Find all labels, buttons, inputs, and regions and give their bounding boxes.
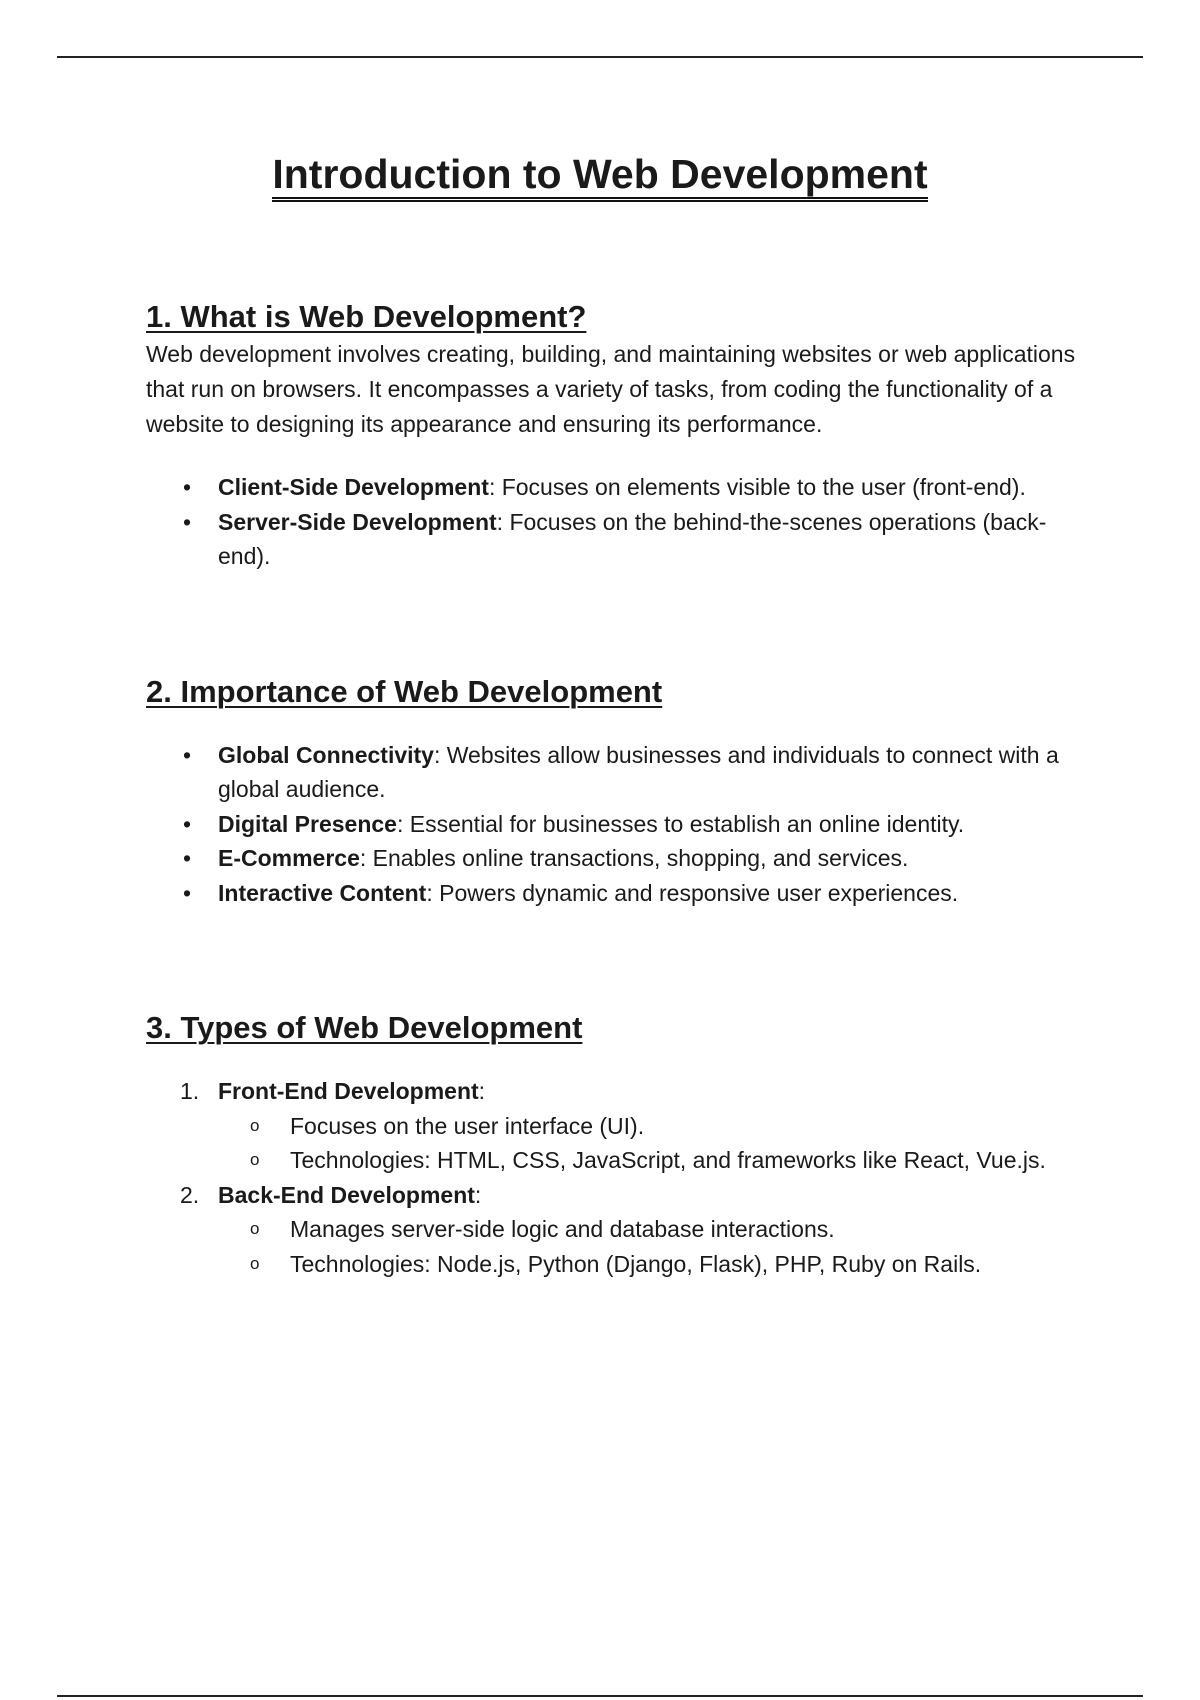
section-heading-types: 3. Types of Web Development [146,1010,583,1045]
section-bullet-list-importance [146,738,1086,911]
bullet-icon: • [183,810,192,837]
list-item-text: : Enables online transactions, shopping, and services. [359,845,909,871]
page-title-text: Introduction to Web Development [272,151,927,202]
section-bullet-list-what-is [146,470,1086,574]
bullet-icon: • [183,879,192,906]
sub-list-item [218,1212,1086,1247]
bullet-icon: • [183,741,192,768]
list-number: 1. [180,1078,200,1104]
list-item-term: Interactive Content [218,879,427,906]
list-item-text: : [474,1181,482,1208]
list-item [146,841,1086,876]
list-item-term: Back-End Development [218,1181,475,1208]
list-item-term: Front-End Development [218,1078,479,1104]
circle-bullet-icon: o [250,1253,260,1273]
bullet-icon: • [183,508,192,535]
top-rule [57,56,1143,58]
numbered-list-item [146,1178,1086,1282]
list-item-term: Global Connectivity [218,741,434,768]
list-item-text: : Focuses on the behind-the-scenes operations (back-end). [218,508,1047,569]
bullet-icon: • [183,474,192,500]
list-item [146,876,1086,911]
list-item-text: : Websites allow businesses and individuals to connect with a global audience. [218,741,1059,802]
sub-list-item [218,1247,1086,1282]
numbered-list-item [146,1074,1086,1178]
section-paragraph-what-is: Web development involves creating, building, and maintaining websites or web applications that run on browsers. It encompasses a variety of tasks, from coding the functionality of a website to designing its appearance and ensuring its performance. [146,341,1076,437]
list-item-text: : Focuses on elements visible to the user (front-end). [488,474,1026,500]
list-item-text: : [478,1078,486,1104]
sub-list [218,1212,1086,1281]
circle-bullet-icon: o [250,1219,260,1238]
list-number: 2. [180,1181,200,1208]
sub-list [218,1109,1086,1178]
section-numbered-list-types [146,1074,1086,1281]
sub-list-item-text: Technologies: HTML, CSS, JavaScript, and frameworks like React, Vue.js. [290,1147,1046,1173]
sub-list-item-text: Manages server-side logic and database interactions. [290,1216,835,1242]
list-item-term: Server-Side Development [218,508,497,535]
list-item [146,505,1086,574]
section-heading-importance: 2. Importance of Web Development [146,673,663,709]
circle-bullet-icon: o [250,1115,260,1135]
list-item-term: E-Commerce [218,845,360,871]
list-item [146,807,1086,842]
list-item-text: : Powers dynamic and responsive user experiences. [426,879,959,906]
bullet-icon: • [183,845,192,871]
list-item [146,470,1086,505]
circle-bullet-icon: o [250,1150,260,1169]
page-title [0,148,1200,202]
section-heading-what-is: 1. What is Web Development? [146,299,587,334]
list-item [146,738,1086,807]
document-body [146,297,1086,1281]
sub-list-item-text: Focuses on the user interface (UI). [290,1112,645,1139]
bottom-rule [57,1695,1143,1697]
list-item-text: : Essential for businesses to establish an online identity. [396,810,965,837]
sub-list-item-text: Technologies: Node.js, Python (Django, Flask), PHP, Ruby on Rails. [290,1250,982,1277]
list-item-term: Digital Presence [218,810,397,837]
list-item-term: Client-Side Development [218,474,489,500]
sub-list-item [218,1143,1086,1178]
sub-list-item [218,1109,1086,1144]
